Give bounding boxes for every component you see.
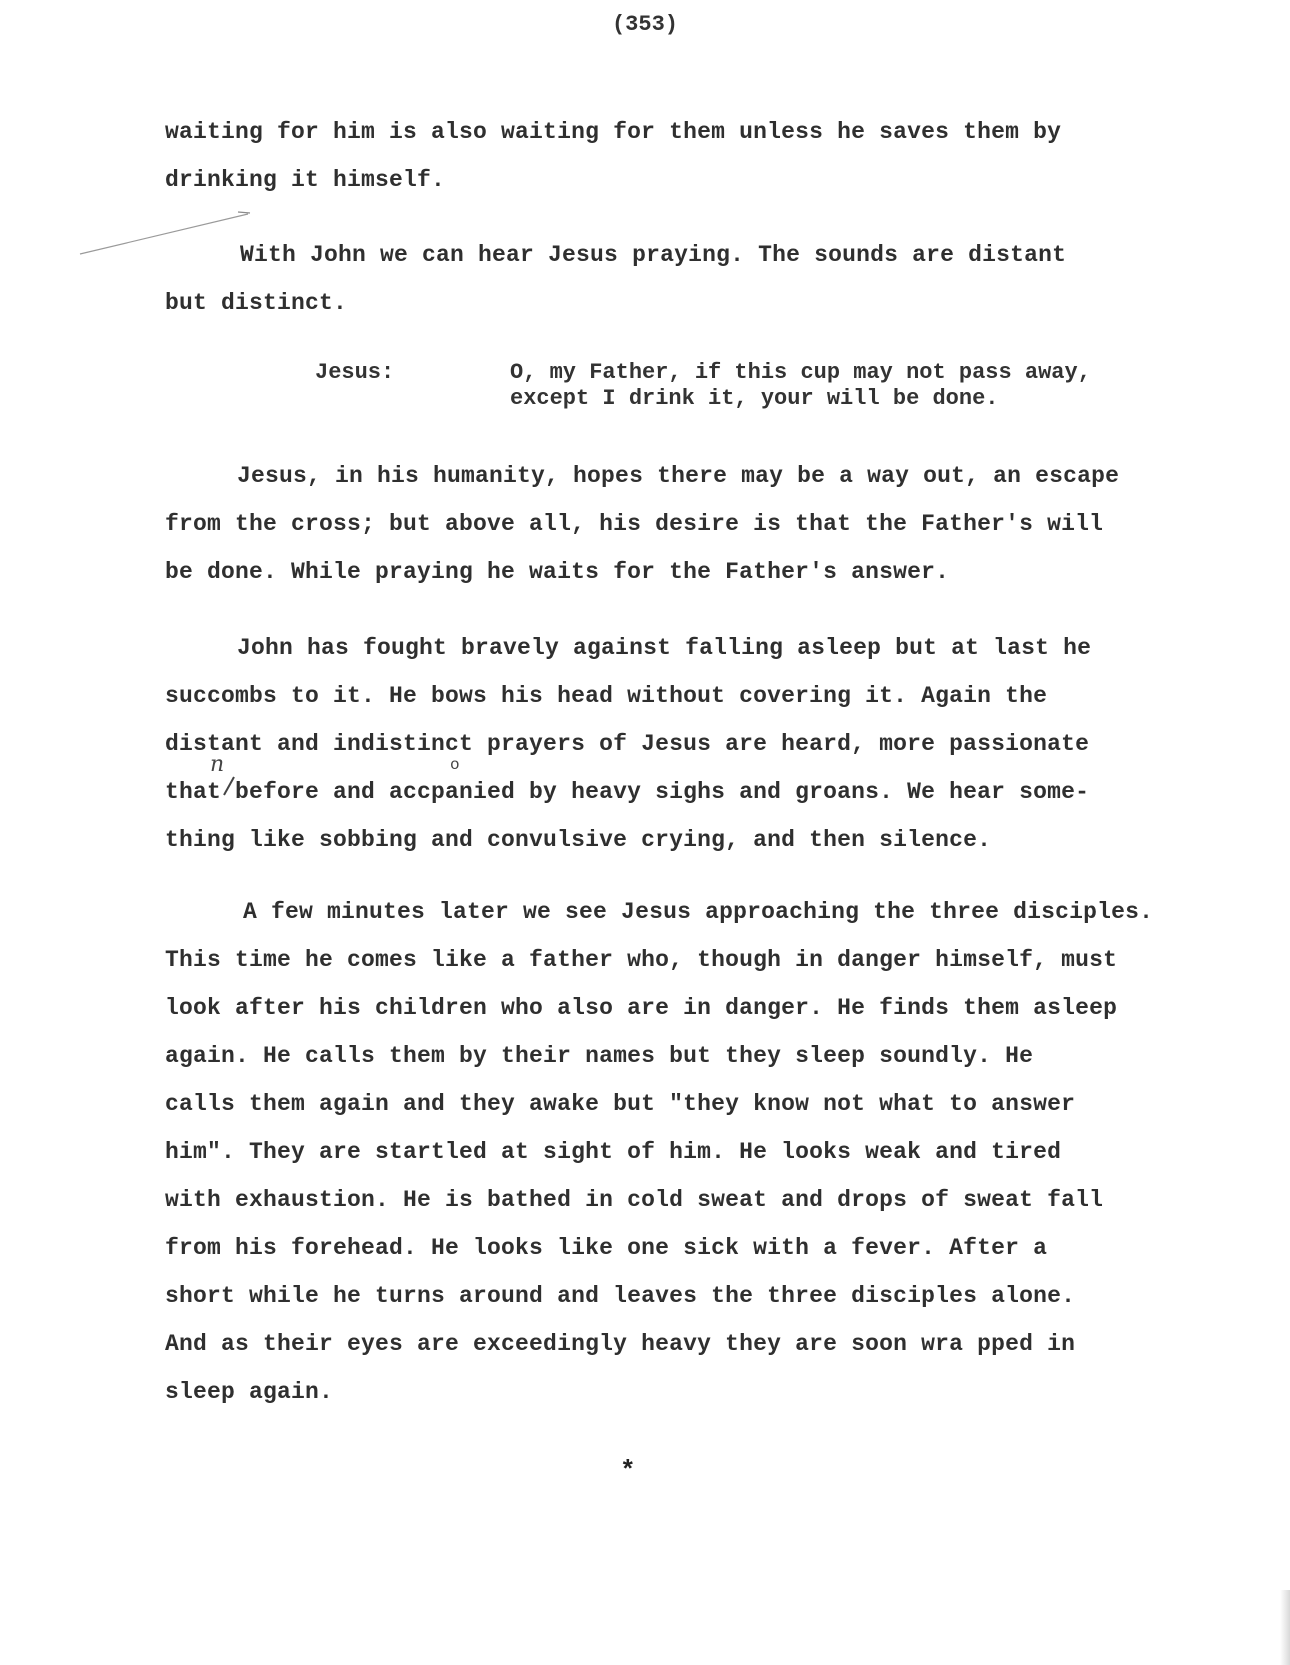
paragraph-3 bbox=[165, 452, 1119, 596]
text-line: him". They are startled at sight of him. He looks weak and tired bbox=[165, 1139, 1062, 1165]
text-line: with exhaustion. He is bathed in cold sweat and drops of sweat fall bbox=[165, 1187, 1104, 1213]
text-line: waiting for him is also waiting for them unless he saves them by bbox=[165, 119, 1062, 145]
text-line: succombs to it. He bows his head without covering it. Again the bbox=[165, 683, 1048, 709]
text-line: from his forehead. He looks like one sick with a fever. After a bbox=[165, 1235, 1048, 1261]
speech-line: except I drink it, your will be done. bbox=[510, 386, 999, 411]
text-line: Jesus, in his humanity, hopes there may be a way out, an escape bbox=[237, 463, 1120, 489]
text-line: from the cross; but above all, his desire is that the Father's will bbox=[165, 511, 1104, 537]
text-line: sleep again. bbox=[165, 1379, 334, 1405]
text-line: be done. While praying he waits for the Father's answer. bbox=[165, 559, 950, 585]
page-edge-shadow bbox=[1280, 1590, 1290, 1665]
text-line: again. He calls them by their names but they sleep soundly. He bbox=[165, 1043, 1034, 1069]
page-number: (353) bbox=[611, 12, 678, 37]
text-line: thing like sobbing and convulsive crying, and then silence. bbox=[165, 827, 992, 853]
text-line: that before and accpanied by heavy sighs and groans. We hear some- bbox=[165, 779, 1090, 805]
section-break-asterisk: * bbox=[620, 1456, 636, 1486]
text-line: With John we can hear Jesus praying. The sounds are distant bbox=[240, 242, 1067, 268]
dialogue-speaker: Jesus: bbox=[315, 360, 395, 385]
paragraph-2 bbox=[165, 231, 1066, 327]
text-line: And as their eyes are exceedingly heavy they are soon wra pped in bbox=[165, 1331, 1076, 1357]
strikeout-mark bbox=[222, 775, 236, 797]
text-line: but distinct. bbox=[165, 290, 348, 316]
text-line: distant and indistinct prayers of Jesus are heard, more passionate bbox=[165, 731, 1090, 757]
dialogue-speech bbox=[510, 360, 1091, 412]
paragraph-4 bbox=[165, 624, 1091, 864]
paragraph-5 bbox=[165, 888, 1153, 1416]
paragraph-1 bbox=[165, 108, 1061, 204]
handwritten-correction-n: n bbox=[210, 752, 225, 777]
handwritten-correction-o: o bbox=[450, 756, 460, 774]
text-line: look after his children who also are in danger. He finds them asleep bbox=[165, 995, 1118, 1021]
text-line: This time he comes like a father who, though in danger himself, must bbox=[165, 947, 1118, 973]
text-line: short while he turns around and leaves the three disciples alone. bbox=[165, 1283, 1076, 1309]
text-line: A few minutes later we see Jesus approaching the three disciples. bbox=[243, 899, 1154, 925]
text-line: calls them again and they awake but "they know not what to answer bbox=[165, 1091, 1076, 1117]
speech-line: O, my Father, if this cup may not pass away, bbox=[510, 360, 1091, 385]
text-line: drinking it himself. bbox=[165, 167, 446, 193]
text-line: John has fought bravely against falling asleep but at last he bbox=[237, 635, 1092, 661]
